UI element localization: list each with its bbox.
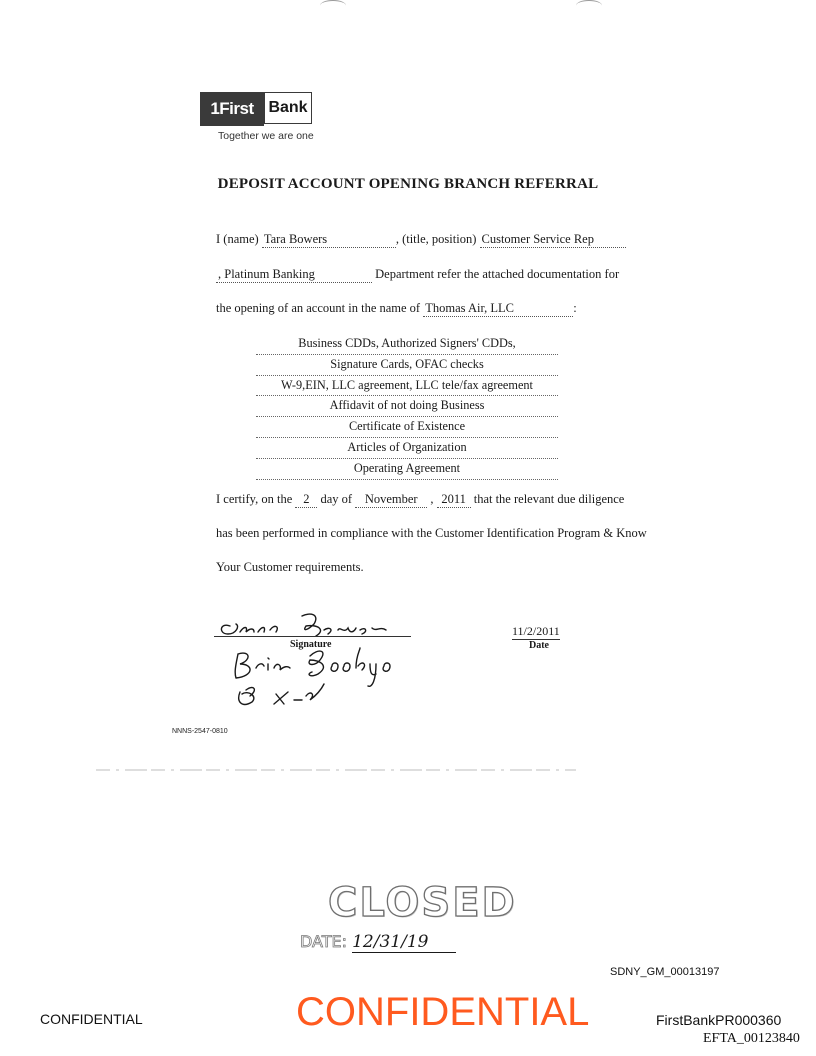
bates-firstbank: FirstBankPR000360 [656,1012,782,1028]
cert-text: I certify, on the [216,492,293,506]
confidential-stamp: CONFIDENTIAL [296,990,590,1034]
scan-mark [320,0,346,11]
cert-text: , [430,492,434,506]
certification-line-3: Your Customer requirements. [216,560,364,574]
stamp-date-value: 12/31/19 [352,932,456,953]
handwritten-signature [210,604,430,714]
department-field: , Platinum Banking [216,267,372,283]
scan-line [96,768,576,772]
closed-stamp-date [300,932,517,953]
scan-mark [576,0,602,11]
logo-tagline: Together we are one [218,130,314,142]
certification-line-1 [216,492,624,508]
firstbank-logo [200,92,312,126]
document-item: W-9,EIN, LLC agreement, LLC tele/fax agreement [256,376,558,397]
signature-line [214,636,411,637]
referral-line-3 [216,301,577,317]
certification-line-2: has been performed in compliance with the Customer Identification Program & Know [216,526,647,540]
department-suffix: Department refer the attached documentation for [375,267,620,281]
signature-label: Signature [290,639,332,650]
bates-sdny: SDNY_GM_00013197 [610,966,720,978]
cert-year: 2011 [437,492,471,508]
form-title: DEPOSIT ACCOUNT OPENING BRANCH REFERRAL [217,176,599,192]
closed-stamp-label: CLOSED [328,880,517,926]
referral-line-1 [216,232,626,248]
signature-date: 11/2/2011 [512,624,560,638]
account-suffix: : [573,301,577,315]
date-label: Date [529,640,549,651]
document-item: Business CDDs, Authorized Signers' CDDs, [256,334,558,355]
logo-bank-text: Bank [264,92,312,124]
cert-text: that the relevant due diligence [473,492,625,506]
document-item: Signature Cards, OFAC checks [256,355,558,376]
name-prefix: I (name) [216,232,259,246]
document-item: Certificate of Existence [256,417,558,438]
documents-list [256,334,558,480]
account-name-field: Thomas Air, LLC [423,301,573,317]
bates-efta: EFTA_00123840 [703,1031,800,1046]
closed-stamp [300,880,517,953]
referral-line-2 [216,267,619,283]
title-field: Customer Service Rep [480,232,626,248]
confidential-label: CONFIDENTIAL [40,1011,143,1027]
document-item: Affidavit of not doing Business [256,396,558,417]
document-item: Articles of Organization [256,438,558,459]
document-item: Operating Agreement [256,459,558,480]
account-prefix: the opening of an account in the name of [216,301,421,315]
cert-text: day of [320,492,353,506]
logo-mark: 1First [200,92,264,126]
cert-month: November [355,492,427,508]
form-number: NNNS-2547-0810 [172,728,228,735]
name-field: Tara Bowers [262,232,396,248]
stamp-date-label: DATE: [300,932,348,951]
title-prefix: , (title, position) [395,232,477,246]
cert-day: 2 [295,492,317,508]
